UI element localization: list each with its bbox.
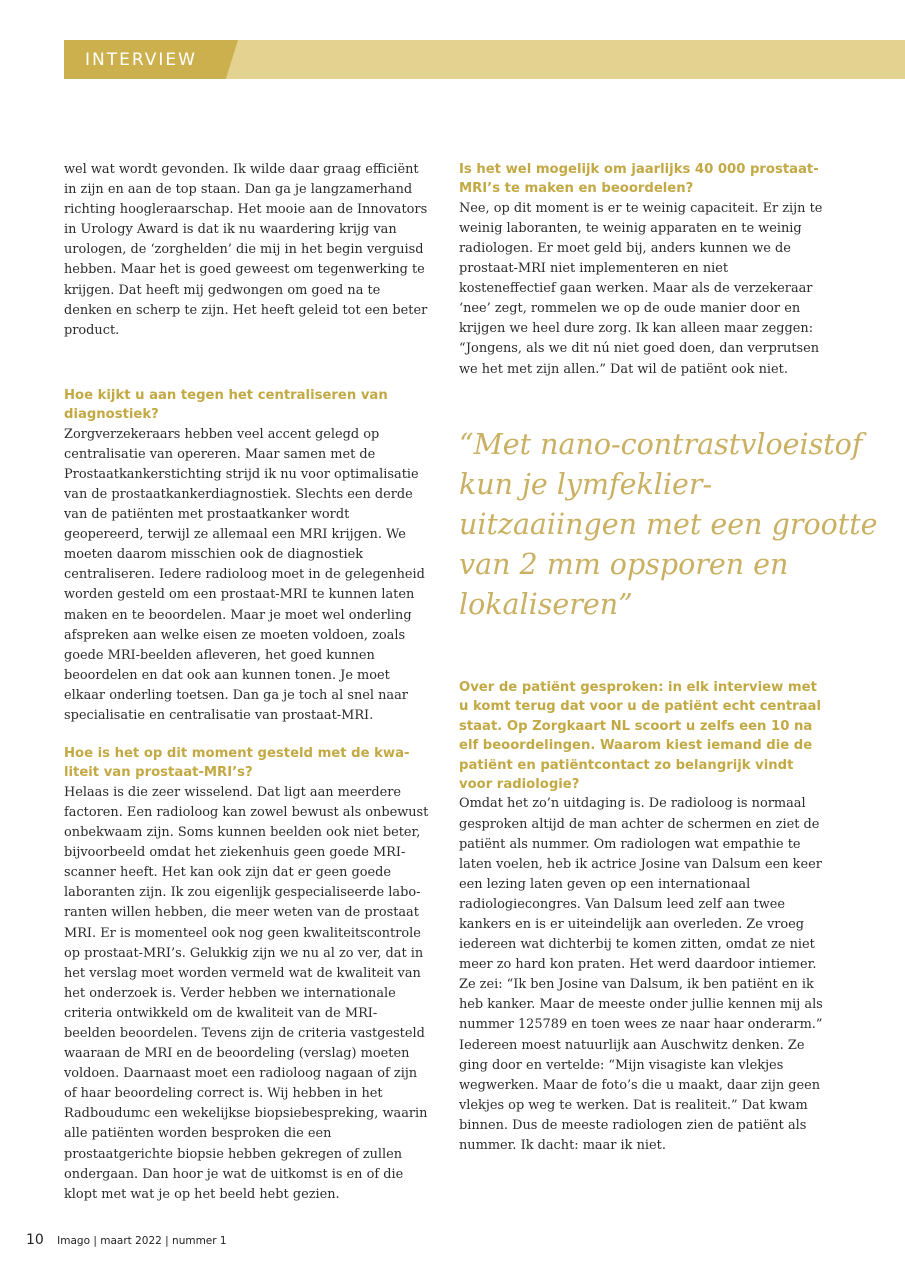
- page-footer: [26, 1232, 227, 1248]
- section-label: INTERVIEW: [85, 50, 197, 70]
- pull-quote: “Met nano-contrastvloeistof kun je lymfeklieruitzaaiingen met een grootte van 2 mm opsporen en lokaliseren”: [459, 428, 878, 621]
- publication-info: Imago | maart 2022 | nummer 1: [57, 1235, 227, 1247]
- intro-paragraph: wel wat wordt gevonden. Ik wilde daar graag efficiënt in zijn en aan de top staan. Dan ga je langzamerhand richting hoogleraarschap. Het mooie aan de Innovators in Urology Award is dat ik nu waardering krijg van urologen, de ‘zorghelden’ die mij in het begin verguisd hebben. Maar het is goed geweest om tegenwerking te krijgen. Dat heeft mij gedwongen om goed na te denken en scherp te zijn. Het heeft geleid tot een beter product.: [64, 162, 428, 338]
- question-heading: Over de patiënt gesproken: in elk interview met u komt terug dat voor u de patiënt echt centraal staat. Op Zorgkaart NL scoort u zelfs een 10 na elf beoordelingen. Waarom kiest iemand die de patiënt en patiëntcontact zo belangrijk vindt voor radiologie?: [459, 680, 821, 793]
- answer-paragraph: Omdat het zo’n uitdaging is. De radioloog is normaal gesproken altijd de man achter de schermen en ziet de patiënt als nummer. Om radiologen wat empathie te laten voelen, heb ik actrice Josine van Dalsum een keer een lezing laten geven op een internationaal radiologiecongres. Van Dalsum leed zelf aan twee kankers en is er uiteindelijk aan overleden. Ze vroeg iedereen wat dichterbij te komen zitten, omdat ze niet meer zo hard kon praten. Het werd daardoor intiemer. Ze zei: “Ik ben Josine van Dalsum, ik ben patiënt en ik heb kanker. Maar de meeste onder jullie kennen mij als nummer 125789 en toen wees ze naar haar onderarm.” Iedereen moest natuurlijk aan Auschwitz denken. Ze ging door en vertelde: “Mijn visagiste kan vlekjes wegwerken. Maar de foto’s die u maakt, daar zijn geen vlekjes op weg te werken. Dat is realiteit.” Dat kwam binnen. Dus de meeste radiologen zien de patiënt als nummer. Ik dacht: maar ik niet.: [459, 796, 823, 1154]
- answer-paragraph: Zorgverzekeraars hebben veel accent gelegd op centralisatie van opereren. Maar samen met de Prostaatkankerstichting strijd ik nu voor optimalisatie van de prostaatkankerdiagnostiek. Slechts een derde van de patiënten met prostaatkanker wordt geopereerd, terwijl ze allemaal een MRI krijgen. We moeten daarom misschien ook de diagnostiek centraliseren. Iedere radioloog moet in de gelegenheid worden gesteld om een prostaat-MRI te kunnen laten maken en te beoordelen. Maar je moet wel onderling afspreken aan welke eisen ze moeten voldoen, zoals goede MRI-beelden afleveren, het goed kunnen beoordelen en dat ook aan kunnen tonen. Je moet elkaar onderling toetsen. Dan ga je toch al snel naar specialisatie en centralisatie van prostaat-MRI.: [64, 426, 425, 723]
- left-column: [64, 160, 429, 1205]
- answer-paragraph: Nee, op dit moment is er te weinig capaciteit. Er zijn te weinig laboranten, te weinig apparaten en te weinig radiologen. Er moet geld bij, anders kunnen we de prostaat-MRI niet implementeren en niet kosteneffectief gaan werken. Maar als de verzekeraar ‘nee’ zegt, rommelen we op de oude manier door en krijgen we heel dure zorg. Ik kan alleen maar zeggen: “Jongens, als we dit nú niet goed doen, dan verprutsen we het met zijn allen.” Dat wil de patiënt ook niet.: [459, 200, 823, 377]
- page-number: 10: [26, 1232, 44, 1248]
- question-heading: Is het wel mogelijk om jaarlijks 40 000 prostaat-MRI’s te maken en beoordelen?: [459, 162, 819, 197]
- right-column: [459, 160, 824, 380]
- question-heading: Hoe kijkt u aan tegen het centraliseren van diagnostiek?: [64, 387, 388, 423]
- question-heading: Hoe is het op dit moment gesteld met de kwaliteit van prostaat-MRI’s?: [64, 746, 410, 781]
- answer-paragraph: Helaas is die zeer wisselend. Dat ligt aan meerdere factoren. Een radioloog kan zowel bewust als onbewust onbekwaam zijn. Soms kunnen beelden ook niet beter, bijvoorbeeld omdat het ziekenhuis geen goede MRI-scanner heeft. Het kan ook zijn dat er geen goede laboranten zijn. Ik zou eigenlijk gespecialiseerde laboranten willen hebben, die meer weten van de prostaat MRI. Er is momenteel ook nog geen kwaliteitscontrole op prostaat-MRI’s. Gelukkig zijn we nu al zo ver, dat in het verslag moet worden vermeld wat de kwaliteit van het onderzoek is. Verder hebben we internationale criteria ontwikkeld om de kwaliteit van de MRI-beelden beoordelen. Tevens zijn de criteria vastgesteld waaraan de MRI en de beoordeling (verslag) moeten voldoen. Daarnaast moet een radioloog nagaan of zijn of haar beoordeling correct is. Wij hebben in het Radboudumc een wekelijkse biopsiebespreking, waarin alle patiënten worden besproken die een prostaatgerichte biopsie hebben gekregen of zullen ondergaan. Dan hoor je wat de uitkomst is en of die klopt met wat je op het beeld hebt gezien.: [64, 784, 429, 1202]
- right-column-lower: [459, 678, 824, 1156]
